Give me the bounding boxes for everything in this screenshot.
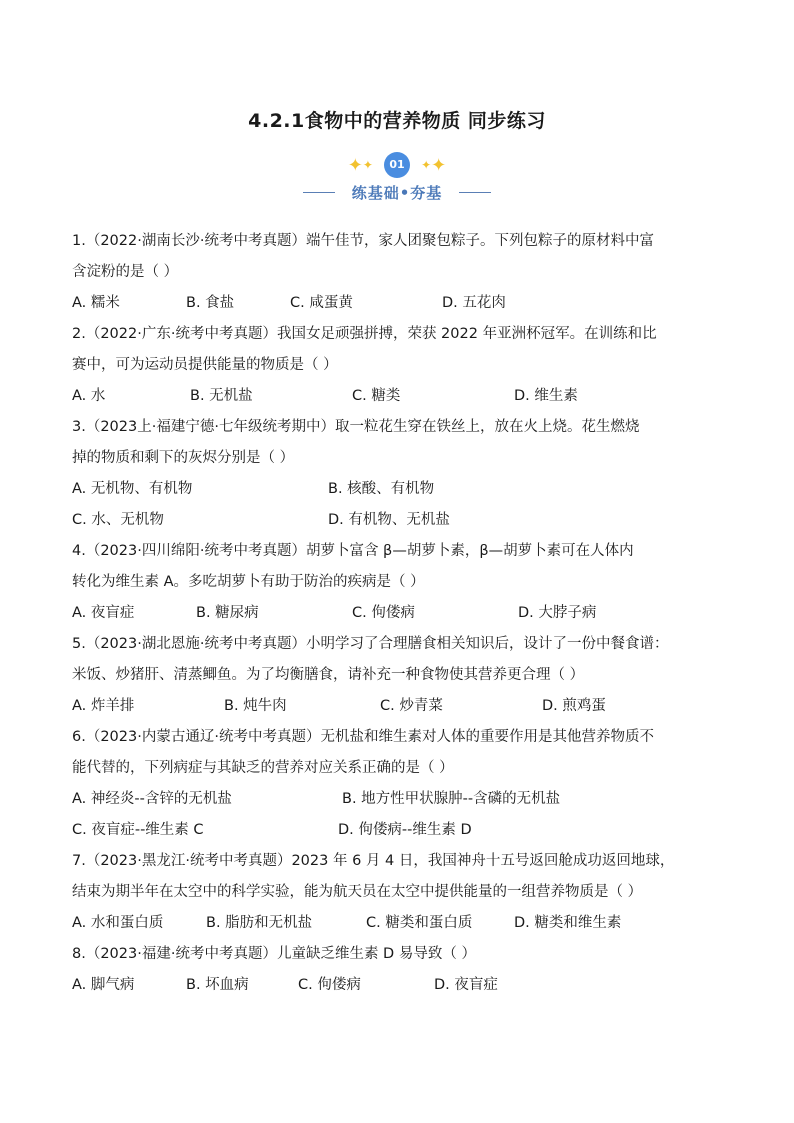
question-text: 2.（2022·广东·统考中考真题）我国女足顽强拼搏，荣获 2022 年亚洲杯冠军。在训练和比 xyxy=(72,326,657,342)
option-b: B. 炖牛肉 xyxy=(224,698,287,714)
question-text: 赛中，可为运动员提供能量的物质是（ ） xyxy=(72,357,338,373)
question-text: 6.（2023·内蒙古通辽·统考中考真题）无机盐和维生素对人体的重要作用是其他营养物质不 xyxy=(72,729,654,745)
question-text: 米饭、炒猪肝、清蒸鲫鱼。为了均衡膳食，请补充一种食物使其营养更合理（ ） xyxy=(72,667,585,683)
sparkle-icon: ✦ xyxy=(421,158,432,172)
option-d: D. 维生素 xyxy=(514,388,578,404)
option-a: A. 水 xyxy=(72,388,106,404)
question-7 xyxy=(72,846,732,939)
badge-label-row xyxy=(0,182,794,203)
option-c: C. 水、无机物 xyxy=(72,512,164,528)
option-row xyxy=(72,505,732,536)
option-row xyxy=(72,474,732,505)
option-c: C. 夜盲症--维生素 C xyxy=(72,822,204,838)
option-c: C. 糖类和蛋白质 xyxy=(366,915,473,931)
question-8 xyxy=(72,939,732,1001)
question-text: 8.（2023·福建·统考中考真题）儿童缺乏维生素 D 易导致（ ） xyxy=(72,946,476,962)
question-5 xyxy=(72,629,732,722)
option-a: A. 夜盲症 xyxy=(72,605,135,621)
option-b: B. 坏血病 xyxy=(186,977,249,993)
divider xyxy=(459,192,491,193)
option-c: C. 咸蛋黄 xyxy=(290,295,353,311)
option-a: A. 神经炎--含锌的无机盐 xyxy=(72,791,232,807)
option-c: C. 糖类 xyxy=(352,388,401,404)
divider xyxy=(303,192,335,193)
option-b: B. 无机盐 xyxy=(190,388,253,404)
question-text: 7.（2023·黑龙江·统考中考真题）2023 年 6 月 4 日，我国神舟十五号返回舱成功返回地球， xyxy=(72,853,675,869)
section-badge xyxy=(0,150,794,210)
option-c: C. 佝偻病 xyxy=(352,605,415,621)
question-text: 4.（2023·四川绵阳·统考中考真题）胡萝卜富含 β—胡萝卜素，β—胡萝卜素可在人体内 xyxy=(72,543,634,559)
option-c: C. 佝偻病 xyxy=(298,977,361,993)
option-a: A. 脚气病 xyxy=(72,977,135,993)
page-title: 4.2.1食物中的营养物质 同步练习 xyxy=(248,110,546,132)
option-b: B. 核酸、有机物 xyxy=(328,481,435,497)
option-a: A. 糯米 xyxy=(72,295,120,311)
question-text: 3.（2023上·福建宁德·七年级统考期中）取一粒花生穿在铁丝上，放在火上烧。花生燃烧 xyxy=(72,419,640,435)
option-d: D. 有机物、无机盐 xyxy=(328,512,450,528)
option-a: A. 无机物、有机物 xyxy=(72,481,193,497)
option-d: D. 夜盲症 xyxy=(434,977,498,993)
option-b: B. 地方性甲状腺肿--含磷的无机盐 xyxy=(342,791,561,807)
question-2 xyxy=(72,319,732,412)
question-text: 含淀粉的是（ ） xyxy=(72,264,179,280)
option-d: D. 煎鸡蛋 xyxy=(542,698,606,714)
option-c: C. 炒青菜 xyxy=(380,698,443,714)
sparkle-icon: ✦ xyxy=(347,154,363,176)
option-row xyxy=(72,784,732,815)
sparkle-icon: ✦ xyxy=(362,158,373,172)
question-4 xyxy=(72,536,732,629)
question-text: 转化为维生素 A。多吃胡萝卜有助于防治的疾病是（ ） xyxy=(72,574,425,590)
option-row xyxy=(72,691,732,722)
badge-row xyxy=(0,152,794,178)
option-b: B. 食盐 xyxy=(186,295,235,311)
option-row xyxy=(72,970,732,1001)
option-d: D. 五花肉 xyxy=(442,295,506,311)
option-row xyxy=(72,288,732,319)
question-text: 5.（2023·湖北恩施·统考中考真题）小明学习了合理膳食相关知识后，设计了一份中餐食谱： xyxy=(72,636,669,652)
question-3 xyxy=(72,412,732,536)
option-d: D. 大脖子病 xyxy=(518,605,597,621)
option-d: D. 糖类和维生素 xyxy=(514,915,622,931)
question-list xyxy=(72,226,732,1001)
option-a: A. 炸羊排 xyxy=(72,698,135,714)
option-b: B. 糖尿病 xyxy=(196,605,259,621)
option-b: B. 脂肪和无机盐 xyxy=(206,915,313,931)
option-row xyxy=(72,908,732,939)
question-6 xyxy=(72,722,732,846)
option-d: D. 佝偻病--维生素 D xyxy=(338,822,472,838)
section-number: 01 xyxy=(384,152,410,178)
option-row xyxy=(72,815,732,846)
question-text: 能代替的，下列病症与其缺乏的营养对应关系正确的是（ ） xyxy=(72,760,454,776)
sparkle-icon: ✦ xyxy=(431,154,447,176)
question-text: 掉的物质和剩下的灰烬分别是（ ） xyxy=(72,450,295,466)
question-1 xyxy=(72,226,732,319)
question-text: 结束为期半年在太空中的科学实验，能为航天员在太空中提供能量的一组营养物质是（ ） xyxy=(72,884,643,900)
option-a: A. 水和蛋白质 xyxy=(72,915,164,931)
question-text: 1.（2022·湖南长沙·统考中考真题）端午佳节，家人团聚包粽子。下列包粽子的原材料中富 xyxy=(72,233,654,249)
section-label: 练基础•夯基 xyxy=(351,184,443,202)
option-row xyxy=(72,381,732,412)
option-row xyxy=(72,598,732,629)
